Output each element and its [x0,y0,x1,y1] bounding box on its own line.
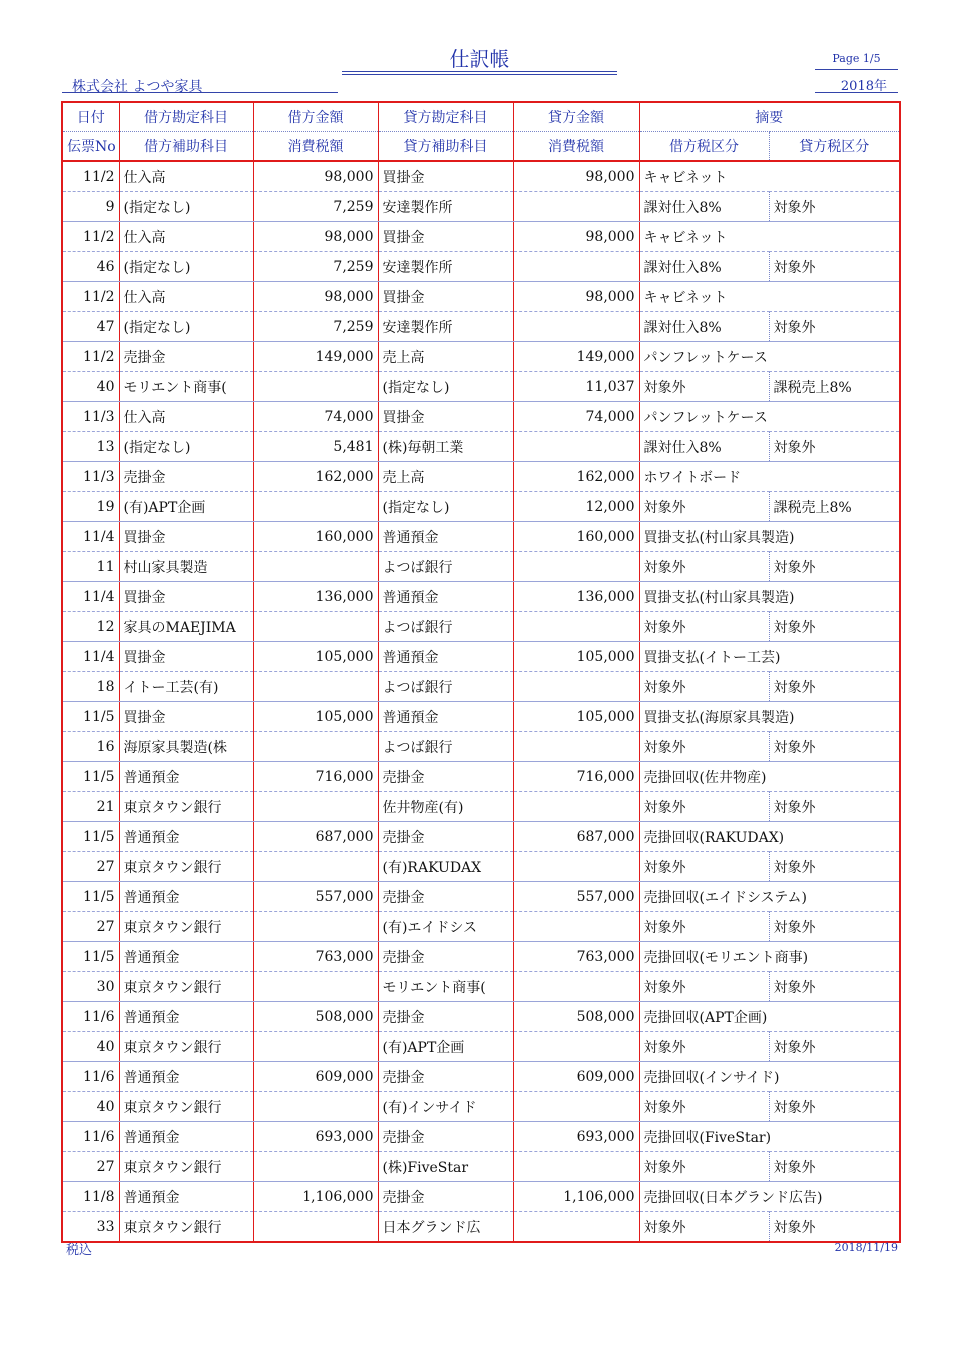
credit-account: 売掛金 [378,942,513,972]
voucher-no: 27 [62,852,119,882]
debit-account: 普通預金 [119,822,253,852]
debit-amount: 149,000 [253,342,378,372]
debit-tax [253,1032,378,1062]
entry-memo: 売掛回収(佐井物産) [639,762,900,792]
debit-account: 普通預金 [119,1062,253,1092]
debit-sub-account: 東京タウン銀行 [119,912,253,942]
debit-amount: 98,000 [253,161,378,192]
debit-tax-class: 対象外 [639,492,769,522]
debit-sub-account: 東京タウン銀行 [119,972,253,1002]
voucher-no: 13 [62,432,119,462]
credit-sub-account: (有)RAKUDAX [378,852,513,882]
entry-row-top [62,1002,900,1032]
credit-tax-class: 対象外 [769,1152,900,1182]
entry-date: 11/2 [62,282,119,312]
credit-tax [513,1092,639,1122]
credit-sub-account: よつば銀行 [378,732,513,762]
credit-tax [513,432,639,462]
credit-account: 普通預金 [378,642,513,672]
entry-memo: キャビネット [639,161,900,192]
credit-account: 普通預金 [378,582,513,612]
debit-amount: 609,000 [253,1062,378,1092]
debit-account: 普通預金 [119,762,253,792]
voucher-no: 27 [62,912,119,942]
credit-tax-class: 課税売上8% [769,372,900,402]
debit-tax [253,792,378,822]
entry-memo: 売掛回収(FiveStar) [639,1122,900,1152]
credit-tax-class: 対象外 [769,612,900,642]
credit-tax-class: 対象外 [769,1032,900,1062]
credit-tax-class: 課税売上8% [769,492,900,522]
entry-row-top [62,762,900,792]
debit-tax [253,972,378,1002]
credit-amount: 763,000 [513,942,639,972]
fiscal-year: 2018年 [840,79,887,94]
debit-sub-account: 海原家具製造(株 [119,732,253,762]
credit-account: 売掛金 [378,882,513,912]
debit-amount: 508,000 [253,1002,378,1032]
voucher-no: 33 [62,1212,119,1243]
entry-memo: 売掛回収(エイドシステム) [639,882,900,912]
credit-amount: 149,000 [513,342,639,372]
credit-amount: 716,000 [513,762,639,792]
credit-tax [513,912,639,942]
credit-amount: 98,000 [513,222,639,252]
credit-account: 買掛金 [378,222,513,252]
debit-tax-class: 対象外 [639,912,769,942]
debit-account: 買掛金 [119,642,253,672]
debit-tax-class: 対象外 [639,732,769,762]
debit-tax [253,912,378,942]
debit-tax [253,372,378,402]
credit-sub-account: (指定なし) [378,372,513,402]
credit-amount: 98,000 [513,282,639,312]
entry-row-bottom [62,732,900,762]
entry-row-top [62,1182,900,1212]
debit-amount: 557,000 [253,882,378,912]
tax-note: 税込 [66,1243,93,1258]
credit-tax [513,1032,639,1062]
debit-account: 売掛金 [119,462,253,492]
credit-tax-class: 対象外 [769,1092,900,1122]
debit-tax-class: 対象外 [639,1152,769,1182]
debit-tax [253,552,378,582]
column-header: 摘要 [639,102,900,132]
entry-row-bottom [62,852,900,882]
debit-tax-class: 課対仕入8% [639,192,769,222]
credit-account: 買掛金 [378,161,513,192]
credit-tax [513,1212,639,1243]
debit-tax [253,1152,378,1182]
credit-account: 売上高 [378,342,513,372]
debit-tax-class: 対象外 [639,612,769,642]
entry-memo: 売掛回収(APT企画) [639,1002,900,1032]
debit-tax [253,1212,378,1243]
debit-tax [253,612,378,642]
debit-sub-account: 東京タウン銀行 [119,852,253,882]
journal-table [61,101,901,1243]
credit-tax [513,1152,639,1182]
credit-sub-account: 佐井物産(有) [378,792,513,822]
entry-date: 11/5 [62,882,119,912]
title-underline [342,74,617,75]
credit-tax-class: 対象外 [769,732,900,762]
debit-tax: 7,259 [253,192,378,222]
debit-sub-account: 東京タウン銀行 [119,1092,253,1122]
debit-account: 仕入高 [119,161,253,192]
debit-account: 普通預金 [119,1182,253,1212]
debit-amount: 98,000 [253,222,378,252]
voucher-no: 12 [62,612,119,642]
credit-tax [513,792,639,822]
credit-sub-account: よつば銀行 [378,612,513,642]
voucher-no: 27 [62,1152,119,1182]
entry-date: 11/4 [62,642,119,672]
credit-sub-account: 安達製作所 [378,312,513,342]
debit-amount: 693,000 [253,1122,378,1152]
entry-row-top [62,942,900,972]
entry-date: 11/2 [62,342,119,372]
credit-sub-account: 日本グランド広 [378,1212,513,1243]
entry-date: 11/3 [62,462,119,492]
credit-tax-class: 対象外 [769,252,900,282]
entry-memo: パンフレットケース [639,402,900,432]
debit-sub-account: 東京タウン銀行 [119,792,253,822]
debit-tax-class: 対象外 [639,1092,769,1122]
entry-row-bottom [62,912,900,942]
debit-amount: 763,000 [253,942,378,972]
voucher-no: 21 [62,792,119,822]
voucher-no: 40 [62,1092,119,1122]
credit-account: 普通預金 [378,702,513,732]
debit-amount: 98,000 [253,282,378,312]
credit-tax-class: 対象外 [769,852,900,882]
entry-row-top [62,702,900,732]
credit-tax [513,672,639,702]
debit-tax [253,492,378,522]
credit-account: 売掛金 [378,822,513,852]
entry-date: 11/6 [62,1002,119,1032]
debit-account: 普通預金 [119,942,253,972]
debit-tax-class: 対象外 [639,552,769,582]
debit-account: 仕入高 [119,222,253,252]
debit-tax: 7,259 [253,252,378,282]
voucher-no: 18 [62,672,119,702]
debit-sub-account: (有)APT企画 [119,492,253,522]
debit-sub-account: 東京タウン銀行 [119,1032,253,1062]
debit-account: 仕入高 [119,402,253,432]
credit-tax-class: 対象外 [769,312,900,342]
entry-memo: 売掛回収(日本グランド広告) [639,1182,900,1212]
debit-tax [253,732,378,762]
entry-memo: 売掛回収(インサイド) [639,1062,900,1092]
credit-amount: 162,000 [513,462,639,492]
entry-date: 11/3 [62,402,119,432]
entry-row-top [62,402,900,432]
voucher-no: 16 [62,732,119,762]
entry-date: 11/5 [62,822,119,852]
credit-sub-account: よつば銀行 [378,552,513,582]
entry-row-bottom [62,672,900,702]
entry-row-bottom [62,192,900,222]
column-header: 伝票No [62,132,119,162]
credit-amount: 136,000 [513,582,639,612]
credit-sub-account: (指定なし) [378,492,513,522]
credit-tax-class: 対象外 [769,1212,900,1243]
credit-tax [513,552,639,582]
debit-amount: 136,000 [253,582,378,612]
credit-tax-class: 対象外 [769,432,900,462]
entry-row-top [62,1062,900,1092]
credit-tax [513,852,639,882]
column-header: 貸方補助科目 [378,132,513,162]
credit-sub-account: (株)毎朝工業 [378,432,513,462]
debit-amount: 105,000 [253,702,378,732]
debit-tax-class: 対象外 [639,1032,769,1062]
entry-row-top [62,342,900,372]
company-name: 株式会社 よつや家具 [72,79,203,95]
debit-tax: 7,259 [253,312,378,342]
debit-amount: 74,000 [253,402,378,432]
entry-memo: 買掛支払(村山家具製造) [639,522,900,552]
debit-sub-account: 東京タウン銀行 [119,1212,253,1243]
debit-amount: 716,000 [253,762,378,792]
year-underline [815,92,898,93]
debit-tax-class: 対象外 [639,1212,769,1243]
entry-row-bottom [62,492,900,522]
entry-date: 11/2 [62,222,119,252]
entry-memo: キャビネット [639,222,900,252]
header-row-2 [62,132,900,162]
entry-memo: 売掛回収(RAKUDAX) [639,822,900,852]
credit-amount: 687,000 [513,822,639,852]
debit-sub-account: モリエント商事( [119,372,253,402]
credit-amount: 693,000 [513,1122,639,1152]
entry-memo: ホワイトボード [639,462,900,492]
credit-tax-class: 対象外 [769,792,900,822]
credit-account: 普通預金 [378,522,513,552]
entry-date: 11/6 [62,1062,119,1092]
credit-tax [513,732,639,762]
entry-row-top [62,282,900,312]
entry-memo: 買掛支払(海原家具製造) [639,702,900,732]
credit-amount: 1,106,000 [513,1182,639,1212]
entry-date: 11/2 [62,161,119,192]
entry-memo: キャビネット [639,282,900,312]
debit-account: 売掛金 [119,342,253,372]
credit-account: 売掛金 [378,1182,513,1212]
debit-sub-account: 東京タウン銀行 [119,1152,253,1182]
entry-date: 11/5 [62,942,119,972]
debit-account: 買掛金 [119,702,253,732]
entry-row-bottom [62,372,900,402]
debit-tax-class: 課対仕入8% [639,312,769,342]
document-title: 仕訳帳 [449,47,510,71]
column-header: 借方補助科目 [119,132,253,162]
entry-row-top [62,522,900,552]
credit-sub-account: 安達製作所 [378,252,513,282]
credit-sub-account: (有)APT企画 [378,1032,513,1062]
page-number: Page 1/5 [832,52,881,65]
column-header: 貸方税区分 [769,132,900,162]
credit-tax-class: 対象外 [769,672,900,702]
entry-row-top [62,882,900,912]
entry-date: 11/4 [62,522,119,552]
credit-account: 売掛金 [378,1002,513,1032]
entry-row-top [62,462,900,492]
credit-sub-account: 安達製作所 [378,192,513,222]
credit-sub-account: (有)エイドシス [378,912,513,942]
credit-tax-class: 対象外 [769,972,900,1002]
entry-row-bottom [62,972,900,1002]
debit-amount: 162,000 [253,462,378,492]
column-header: 消費税額 [513,132,639,162]
column-header: 消費税額 [253,132,378,162]
credit-sub-account: (株)FiveStar [378,1152,513,1182]
entry-row-top [62,1122,900,1152]
entry-date: 11/4 [62,582,119,612]
credit-tax [513,612,639,642]
debit-tax-class: 課対仕入8% [639,252,769,282]
credit-sub-account: モリエント商事( [378,972,513,1002]
entry-row-top [62,161,900,192]
entry-row-bottom [62,792,900,822]
debit-account: 普通預金 [119,1122,253,1152]
credit-amount: 105,000 [513,702,639,732]
entry-row-top [62,582,900,612]
entry-row-top [62,822,900,852]
print-date: 2018/11/19 [834,1241,898,1254]
debit-sub-account: (指定なし) [119,432,253,462]
debit-amount: 1,106,000 [253,1182,378,1212]
credit-sub-account: (有)インサイド [378,1092,513,1122]
debit-tax-class: 対象外 [639,792,769,822]
entry-row-bottom [62,1212,900,1243]
debit-amount: 687,000 [253,822,378,852]
debit-tax-class: 対象外 [639,852,769,882]
debit-account: 買掛金 [119,522,253,552]
entry-row-bottom [62,1152,900,1182]
entry-row-bottom [62,252,900,282]
debit-tax [253,672,378,702]
credit-account: 売上高 [378,462,513,492]
entry-row-bottom [62,552,900,582]
debit-tax-class: 対象外 [639,372,769,402]
column-header: 借方金額 [253,102,378,132]
voucher-no: 40 [62,372,119,402]
entry-row-top [62,222,900,252]
credit-tax [513,252,639,282]
voucher-no: 19 [62,492,119,522]
voucher-no: 40 [62,1032,119,1062]
entry-date: 11/8 [62,1182,119,1212]
column-header: 日付 [62,102,119,132]
credit-tax: 12,000 [513,492,639,522]
entry-date: 11/6 [62,1122,119,1152]
debit-account: 普通預金 [119,882,253,912]
credit-sub-account: よつば銀行 [378,672,513,702]
credit-tax: 11,037 [513,372,639,402]
entry-row-bottom [62,312,900,342]
credit-amount: 74,000 [513,402,639,432]
entry-row-bottom [62,1032,900,1062]
credit-tax [513,312,639,342]
column-header: 借方勘定科目 [119,102,253,132]
voucher-no: 47 [62,312,119,342]
credit-amount: 105,000 [513,642,639,672]
entry-row-bottom [62,1092,900,1122]
debit-account: 普通預金 [119,1002,253,1032]
debit-sub-account: 家具のMAEJIMA [119,612,253,642]
debit-tax [253,852,378,882]
debit-sub-account: (指定なし) [119,312,253,342]
credit-amount: 557,000 [513,882,639,912]
debit-amount: 105,000 [253,642,378,672]
credit-amount: 609,000 [513,1062,639,1092]
debit-account: 仕入高 [119,282,253,312]
column-header: 借方税区分 [639,132,769,162]
voucher-no: 30 [62,972,119,1002]
debit-sub-account: イトー工芸(有) [119,672,253,702]
title-underline [342,71,617,72]
credit-amount: 160,000 [513,522,639,552]
company-underline [62,92,338,93]
entry-row-top [62,642,900,672]
column-header: 貸方金額 [513,102,639,132]
debit-tax [253,1092,378,1122]
entry-date: 11/5 [62,702,119,732]
debit-tax-class: 課対仕入8% [639,432,769,462]
entry-date: 11/5 [62,762,119,792]
credit-tax-class: 対象外 [769,552,900,582]
debit-sub-account: (指定なし) [119,252,253,282]
voucher-no: 11 [62,552,119,582]
voucher-no: 9 [62,192,119,222]
voucher-no: 46 [62,252,119,282]
credit-account: 売掛金 [378,1122,513,1152]
debit-amount: 160,000 [253,522,378,552]
credit-account: 買掛金 [378,402,513,432]
credit-tax [513,192,639,222]
debit-account: 買掛金 [119,582,253,612]
credit-account: 売掛金 [378,1062,513,1092]
credit-account: 買掛金 [378,282,513,312]
debit-tax-class: 対象外 [639,972,769,1002]
debit-tax: 5,481 [253,432,378,462]
header-row-1 [62,102,900,132]
entry-memo: 買掛支払(村山家具製造) [639,582,900,612]
credit-tax [513,972,639,1002]
credit-tax-class: 対象外 [769,912,900,942]
credit-amount: 98,000 [513,161,639,192]
page-underline [815,69,898,70]
column-header: 貸方勘定科目 [378,102,513,132]
entry-row-bottom [62,432,900,462]
entry-memo: 売掛回収(モリエント商事) [639,942,900,972]
credit-account: 売掛金 [378,762,513,792]
entry-memo: パンフレットケース [639,342,900,372]
entry-row-bottom [62,612,900,642]
debit-sub-account: 村山家具製造 [119,552,253,582]
debit-sub-account: (指定なし) [119,192,253,222]
credit-amount: 508,000 [513,1002,639,1032]
credit-tax-class: 対象外 [769,192,900,222]
debit-tax-class: 対象外 [639,672,769,702]
entry-memo: 買掛支払(イトー工芸) [639,642,900,672]
